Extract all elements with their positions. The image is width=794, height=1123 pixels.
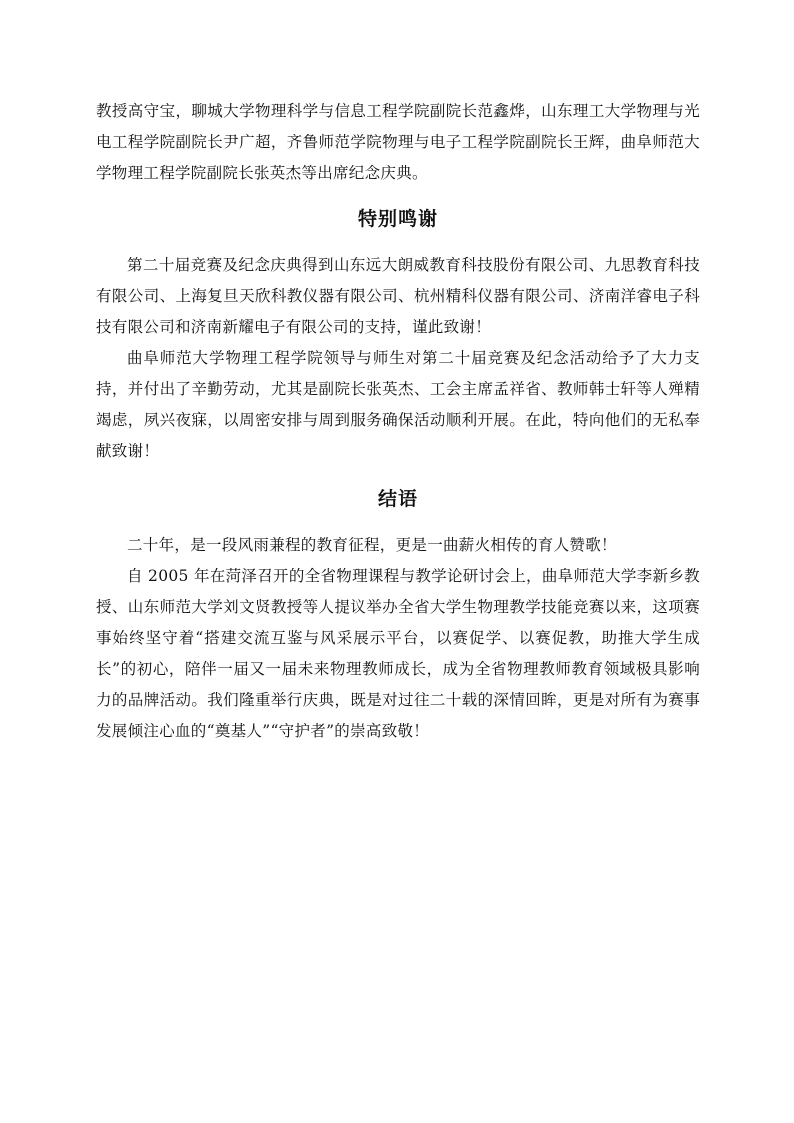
conclusion-paragraph-intro: 二十年，是一段风雨兼程的教育征程，更是一曲薪火相传的育人赞歌！ [127, 536, 617, 554]
intro-paragraph: 教授高守宝，聊城大学物理科学与信息工程学院副院长范鑫烨，山东理工大学物理与光电工程学院副院长尹广超，齐鲁师范学院物理与电子工程学院副院长王辉，曲阜师范大学物理工程学院副院长张英杰等出席纪念庆典。 [96, 102, 700, 182]
document-page [96, 96, 700, 747]
thanks-paragraph-sponsors: 第二十届竞赛及纪念庆典得到山东远大朗威教育科技股份有限公司、九思教育科技有限公司、上海复旦天欣科教仪器有限公司、杭州精科仪器有限公司、济南洋睿电子科技有限公司和济南新耀电子有限公司的支持，谨此致谢！ [96, 256, 700, 336]
conclusion-paragraph-history: 自 2005 年在菏泽召开的全省物理课程与教学论研讨会上，曲阜师范大学李新乡教授、山东师范大学刘文贤教授等人提议举办全省大学生物理教学技能竞赛以来，这项赛事始终坚守着“搭建交流互鉴与风采展示平台，以赛促学、以赛促教，助推大学生成长”的初心，陪伴一届又一届未来物理教师成长，成为全省物理教师教育领域极具影响力的品牌活动。我们隆重举行庆典，既是对过往二十载的深情回眸，更是对所有为赛事发展倾注心血的“奠基人”“守护者”的崇高致敬！ [96, 567, 700, 740]
conclusion-heading: 结语 [377, 488, 418, 510]
special-thanks-heading: 特别鸣谢 [357, 208, 438, 230]
thanks-paragraph-host: 曲阜师范大学物理工程学院领导与师生对第二十届竞赛及纪念活动给予了大力支持，并付出了辛勤劳动，尤其是副院长张英杰、工会主席孟祥省、教师韩士轩等人殚精竭虑，夙兴夜寐，以周密安排与周到服务确保活动顺利开展。在此，特向他们的无私奉献致谢！ [96, 349, 700, 460]
